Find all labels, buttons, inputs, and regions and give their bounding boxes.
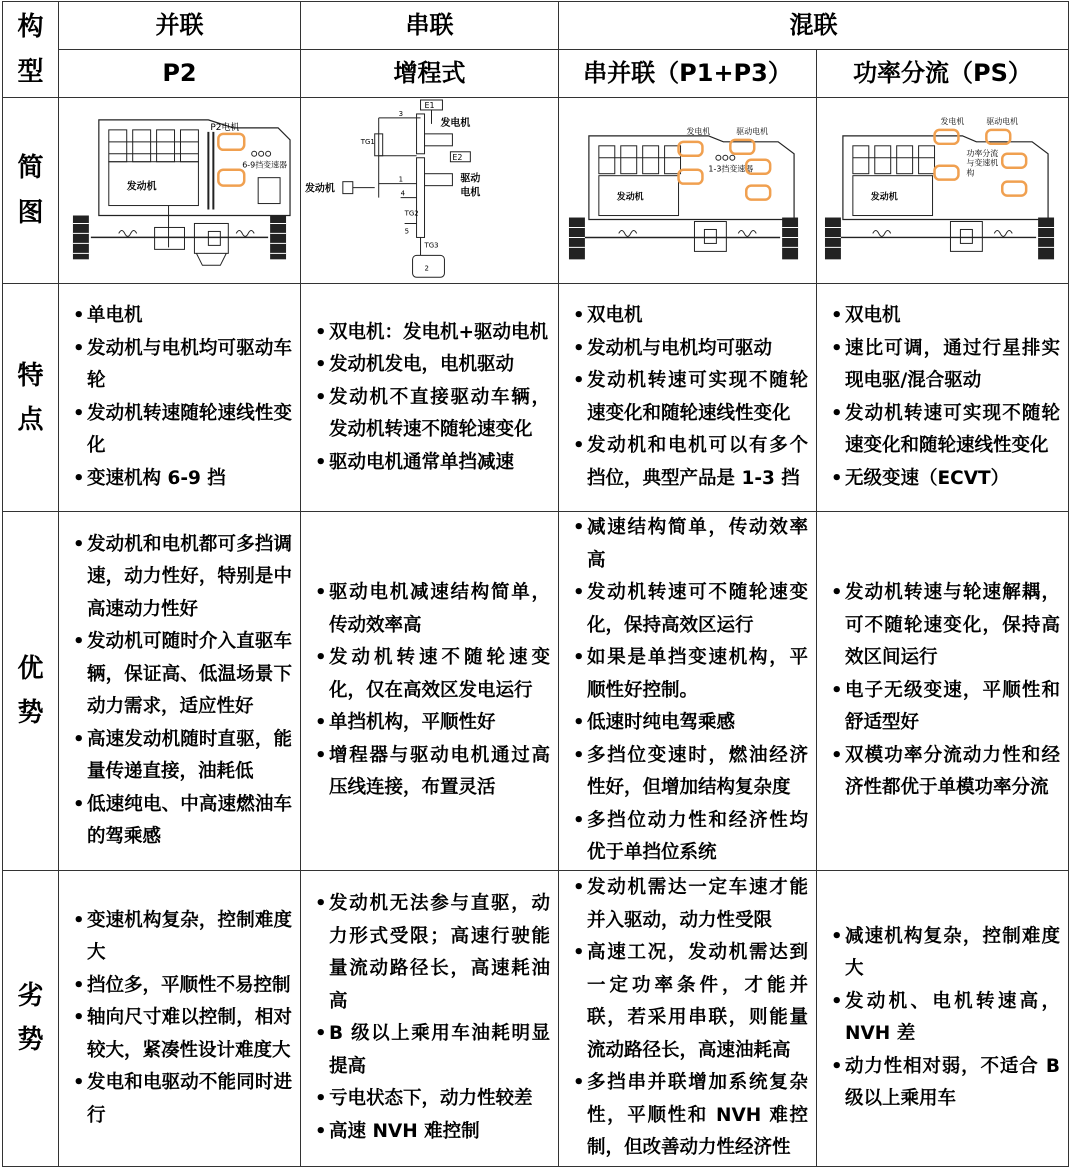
generator-label: 发电机	[440, 117, 471, 129]
tg2-label: TG2	[404, 209, 419, 218]
power-split-diagram	[817, 98, 1068, 283]
bullet-item: • 电子无级变速，平顺性和舒适型好	[831, 675, 1060, 740]
bullet-item: • 驱动电机通常单挡减速	[315, 447, 550, 480]
features-p2	[59, 284, 301, 512]
bullet-item: • 发动机转速可实现不随轮速变化和随轮速线性变化	[573, 365, 808, 430]
bullet-item: • 多挡位动力性和经济性均优于单挡位系统	[573, 805, 808, 870]
row-label-char: 点	[17, 404, 44, 435]
node-4: 4	[400, 189, 406, 198]
row-label-char: 特	[17, 360, 44, 391]
bullet-item: • 发动机转速可不随轮速变化，保持高效区运行	[573, 577, 808, 642]
disadvantages-power-split	[817, 870, 1069, 1166]
bullet-item: • 发动机和电机都可多挡调速，动力性好，特别是中高速动力性好	[73, 529, 292, 627]
sp-generator-label: 发电机	[686, 126, 711, 136]
bullet-item: • 发动机与电机均可驱动	[573, 333, 808, 366]
bullet-item: • 发动机和电机可以有多个挡位，典型产品是 1-3 挡	[573, 430, 808, 495]
p2-diagram-cell	[59, 98, 301, 284]
bullet-item: • B 级以上乘用车油耗明显提高	[315, 1018, 550, 1083]
bullet-item: • 多挡串并联增加系统复杂性，平顺性和 NVH 难控制，但改善动力性经济性	[573, 1067, 808, 1165]
bullet-item: • 单电机	[73, 300, 292, 333]
bullet-item: • 变速机构复杂，控制难度大	[73, 905, 292, 970]
bullet-item: • 减速机构复杂，控制难度大	[831, 921, 1060, 986]
sp-engine-label: 发动机	[616, 192, 644, 203]
ps-generator-label: 发电机	[940, 116, 965, 126]
bullet-item: • 发电和电驱动不能同时进行	[73, 1067, 292, 1132]
erev-engine-label: 发动机	[304, 183, 335, 195]
ps-drive-motor-label: 驱动电机	[986, 116, 1019, 126]
bullet-item: • 挡位多，平顺性不易控制	[73, 970, 292, 1003]
row-label-disadvantages	[3, 870, 59, 1166]
drive-motor-label-b: 电机	[460, 187, 481, 199]
p2-motor-label: P2电机	[210, 122, 240, 133]
sp-drive-motor-label: 驱动电机	[736, 126, 769, 136]
col-series-parallel: 串并联（P1+P3）	[559, 50, 817, 98]
bullet-item: • 多挡位变速时，燃油经济性好，但增加结构复杂度	[573, 740, 808, 805]
bullet-item: • 发动机转速可实现不随轮速变化和随轮速线性变化	[831, 398, 1060, 463]
bullet-item: • 发动机发电，电机驱动	[315, 349, 550, 382]
bullet-item: • 速比可调，通过行星排实现电驱/混合驱动	[831, 333, 1060, 398]
bullet-item: • 减速结构简单，传动效率高	[573, 512, 808, 577]
row-label-features	[3, 284, 59, 512]
row-label-char: 图	[17, 197, 44, 228]
advantages-p2	[59, 512, 301, 871]
corner-char-2: 型	[17, 56, 44, 87]
col-p2: P2	[59, 50, 301, 98]
group-parallel: 并联	[59, 2, 301, 50]
bullet-item: • 增程器与驱动电机通过高压线连接，布置灵活	[315, 740, 550, 805]
ps-unit-label-c: 构	[966, 168, 975, 178]
bullet-item: • 无级变速（ECVT）	[831, 463, 1060, 496]
corner-cell	[3, 2, 59, 98]
bullet-item: • 高速 NVH 难控制	[315, 1116, 550, 1149]
node-5: 5	[404, 227, 410, 236]
node-2: 2	[424, 264, 429, 273]
advantages-power-split	[817, 512, 1069, 871]
advantages-erev	[301, 512, 559, 871]
bullet-item: • 驱动电机减速结构简单，传动效率高	[315, 577, 550, 642]
bullet-item: • 双模功率分流动力性和经济性都优于单模功率分流	[831, 740, 1060, 805]
bullet-item: • 发动机与电机均可驱动车轮	[73, 333, 292, 398]
bullet-item: • 变速机构 6-9 挡	[73, 463, 292, 496]
col-erev: 增程式	[301, 50, 559, 98]
corner-char-1: 构	[17, 12, 44, 43]
ps-engine-label: 发动机	[870, 192, 898, 203]
bullet-item: • 发动机可随时介入直驱车辆，保证高、低温场景下动力需求，适应性好	[73, 626, 292, 724]
series-parallel-diagram	[559, 98, 816, 283]
bullet-item: • 低速纯电、中高速燃油车的驾乘感	[73, 789, 292, 854]
bullet-item: • 高速工况，发动机需达到一定功率条件，才能并联，若采用串联，则能量流动路径长，高速油耗高	[573, 937, 808, 1067]
bullet-item: • 双电机	[573, 300, 808, 333]
bullet-item: • 发动机需达一定车速才能并入驱动，动力性受限	[573, 872, 808, 937]
bullet-item: • 轴向尺寸难以控制，相对较大，紧凑性设计难度大	[73, 1002, 292, 1067]
disadvantages-series-parallel	[559, 870, 817, 1166]
bullet-item: • 亏电状态下，动力性较差	[315, 1083, 550, 1116]
tg1-label: TG1	[360, 137, 375, 146]
col-power-split: 功率分流（PS）	[817, 50, 1069, 98]
group-hybrid: 混联	[559, 2, 1069, 50]
bullet-item: • 如果是单挡变速机构，平顺性好控制。	[573, 642, 808, 707]
bullet-item: • 低速时纯电驾乘感	[573, 707, 808, 740]
tg3-label: TG3	[424, 241, 439, 250]
bullet-item: • 高速发动机随时直驱，能量传递直接，油耗低	[73, 724, 292, 789]
e2-label: E2	[452, 152, 463, 162]
ps-diagram-cell	[817, 98, 1069, 284]
bullet-item: • 双电机：发电机+驱动电机	[315, 317, 550, 350]
sp-gearbox-label: 1-3挡变速器	[708, 164, 754, 174]
row-label-diagram	[3, 98, 59, 284]
engine-label: 发动机	[126, 181, 157, 193]
bullet-item: • 发动机转速不随轮速变化，仅在高效区发电运行	[315, 642, 550, 707]
drive-motor-label-a: 驱动	[460, 173, 481, 185]
advantages-series-parallel	[559, 512, 817, 871]
bullet-item: • 发动机转速与轮速解耦，可不随轮速变化，保持高效区间运行	[831, 577, 1060, 675]
row-label-char: 势	[17, 698, 44, 729]
row-label-char: 劣	[17, 981, 44, 1012]
group-series: 串联	[301, 2, 559, 50]
erev-diagram-cell	[301, 98, 559, 284]
features-erev	[301, 284, 559, 512]
ps-unit-label-a: 功率分流	[966, 148, 999, 158]
bullet-item: • 发动机无法参与直驱，动力形式受限；高速行驶能量流动路径长，高速耗油高	[315, 888, 550, 1018]
hybrid-comparison-table	[2, 1, 1069, 1167]
bullet-item: • 双电机	[831, 300, 1060, 333]
bullet-item: • 发动机转速随轮速线性变化	[73, 398, 292, 463]
ps-unit-label-b: 与变速机	[966, 158, 999, 168]
sp-diagram-cell	[559, 98, 817, 284]
row-label-char: 优	[17, 653, 44, 684]
erev-schematic-diagram	[301, 98, 558, 283]
node-3: 3	[398, 109, 404, 118]
bullet-item: • 单挡机构，平顺性好	[315, 707, 550, 740]
disadvantages-p2	[59, 870, 301, 1166]
e1-label: E1	[424, 100, 435, 110]
p2-powertrain-diagram	[59, 98, 300, 283]
bullet-item: • 发动机不直接驱动车辆，发动机转速不随轮速变化	[315, 382, 550, 447]
row-label-char: 简	[17, 153, 44, 184]
node-1: 1	[398, 175, 404, 184]
features-series-parallel	[559, 284, 817, 512]
p2-gearbox-label: 6-9挡变速器	[242, 160, 288, 170]
disadvantages-erev	[301, 870, 559, 1166]
row-label-advantages	[3, 512, 59, 871]
features-power-split	[817, 284, 1069, 512]
bullet-item: • 动力性相对弱，不适合 B 级以上乘用车	[831, 1051, 1060, 1116]
row-label-char: 势	[17, 1025, 44, 1056]
bullet-item: • 发动机、电机转速高，NVH 差	[831, 986, 1060, 1051]
